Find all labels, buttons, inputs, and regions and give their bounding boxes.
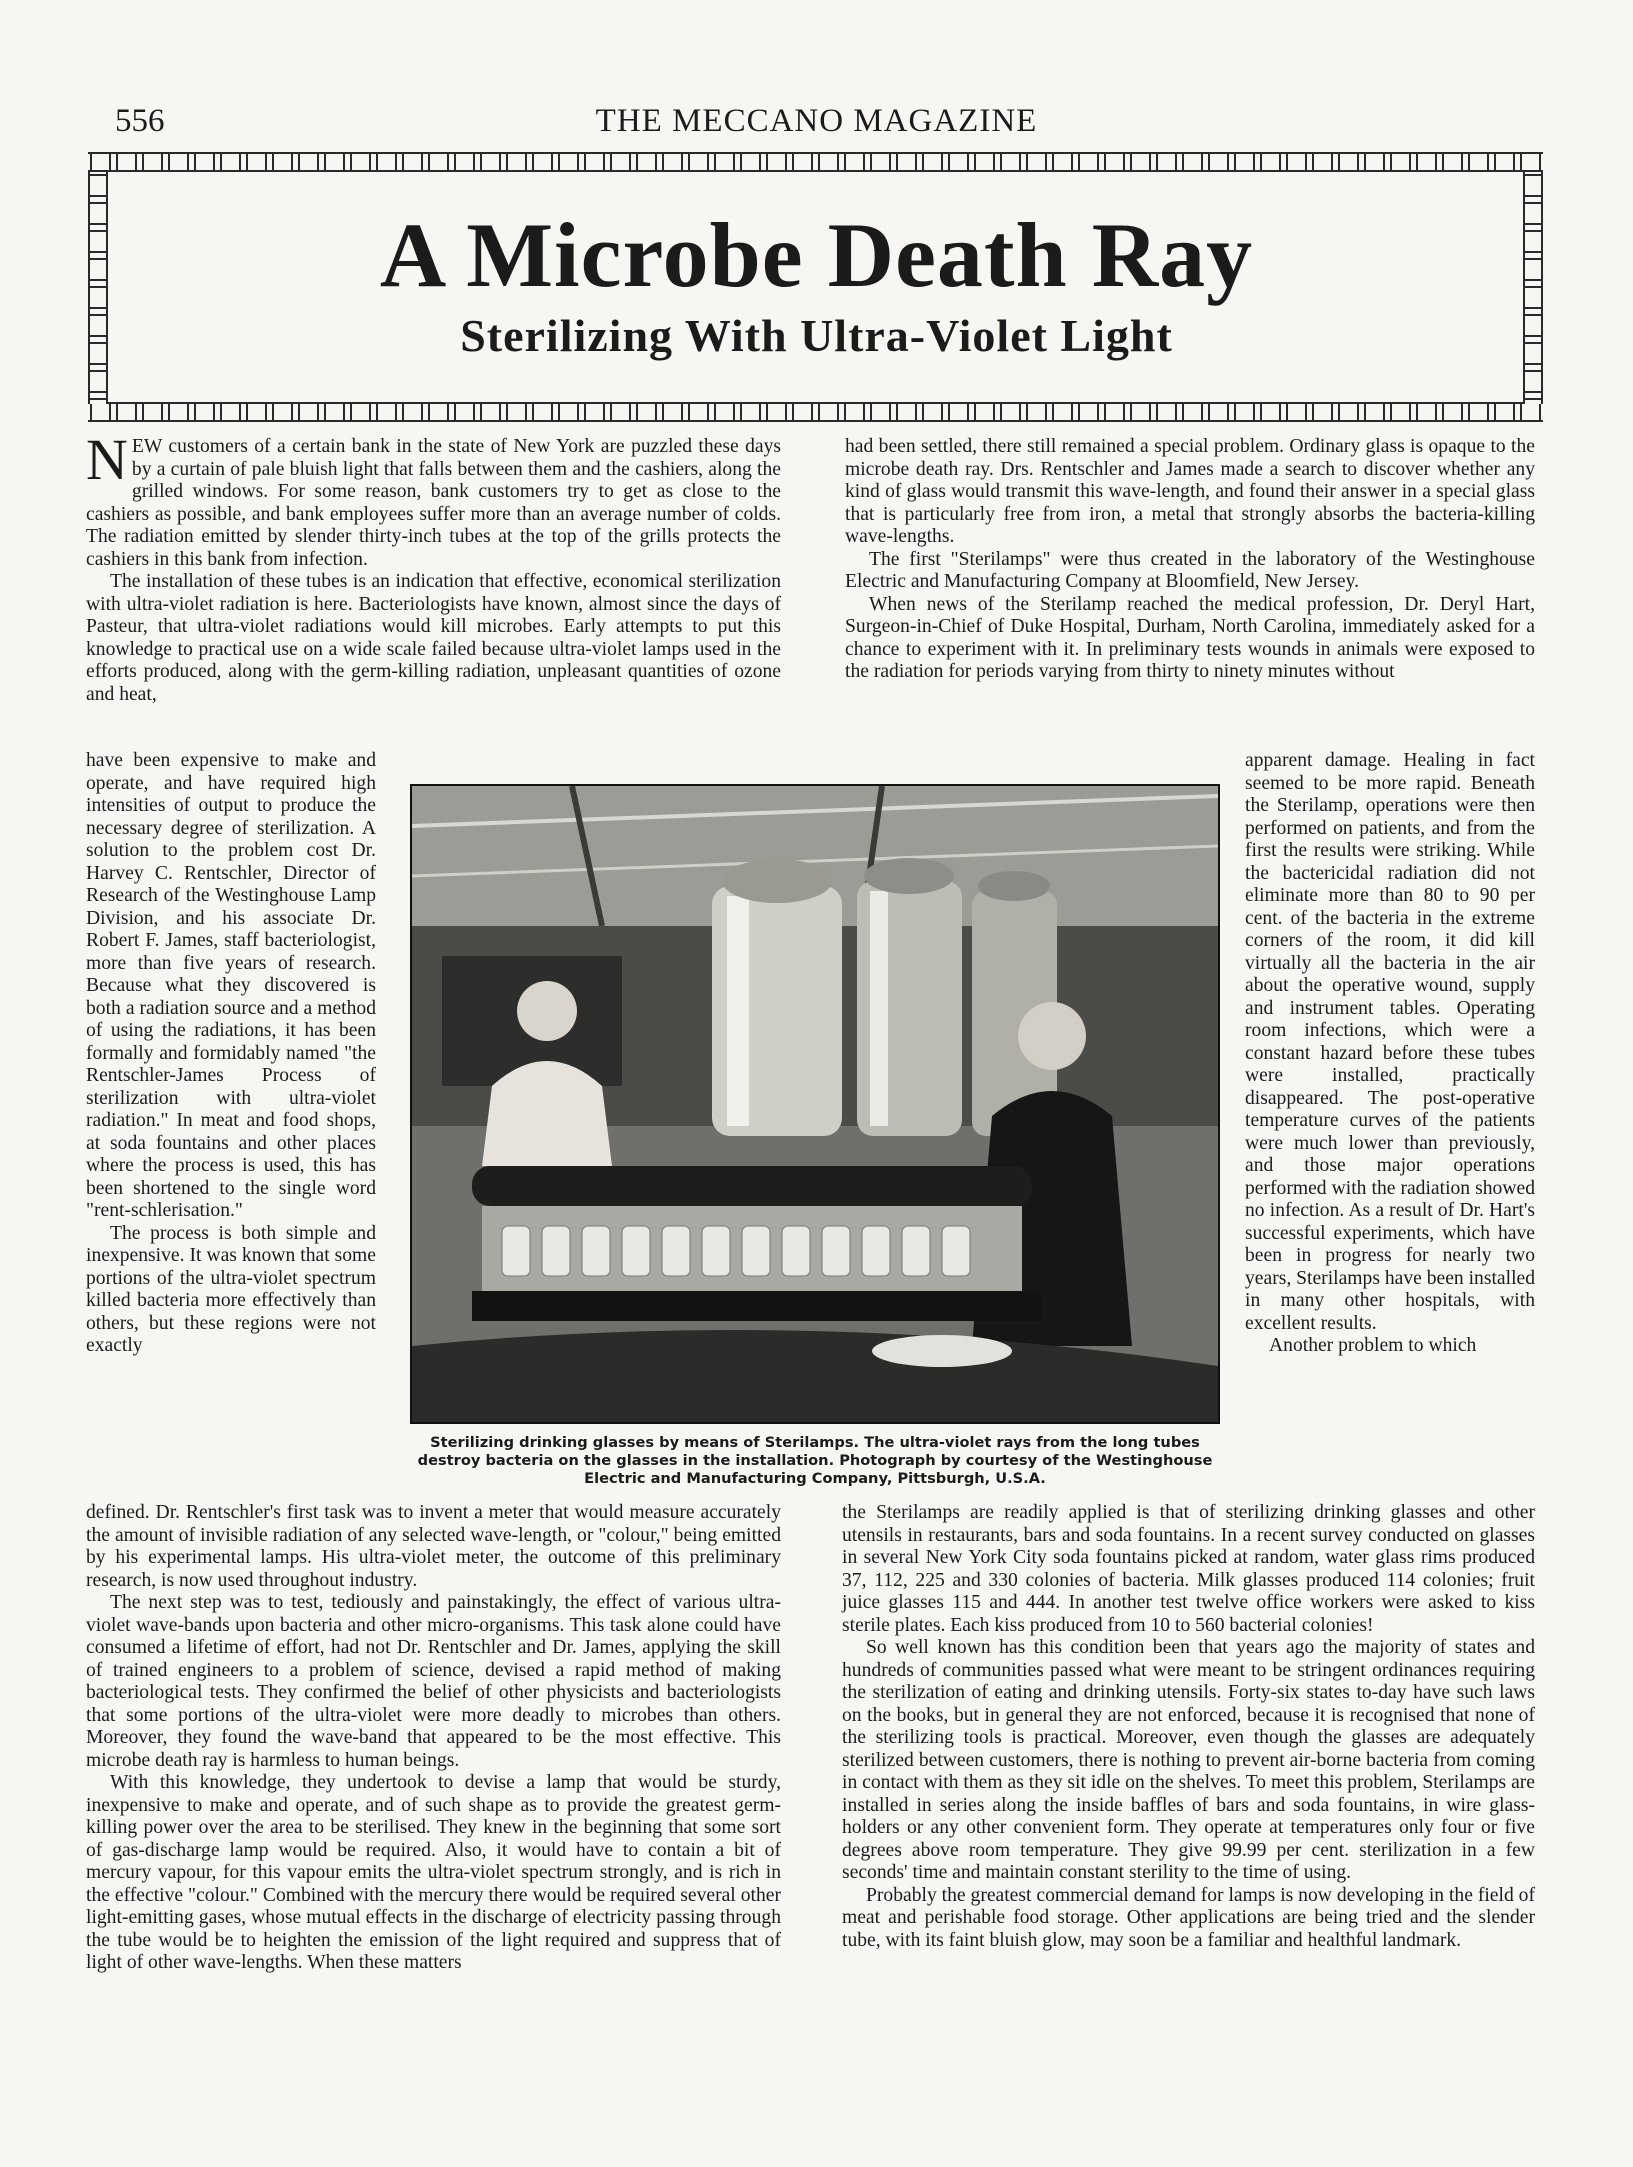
drop-cap: N xyxy=(86,427,128,492)
column-right-top xyxy=(845,436,1535,684)
article-title: A Microbe Death Ray xyxy=(379,204,1254,306)
photo-caption: Sterilizing drinking glasses by means of Sterilamps. The ultra-violet rays from the long tubes destroy bacteria on the glasses in the installation. Photograph by courtesy of the Westinghouse Electric and Manufacturing Company, Pittsburgh, U.S.A. xyxy=(417,1434,1213,1487)
paragraph: Another problem to which xyxy=(1269,1335,1477,1356)
paragraph: The first "Sterilamps" were thus created in the laboratory of the Westinghouse Electric and Manufacturing Company at Bloomfield, New Jersey. xyxy=(845,548,1535,592)
paragraph: The process is both simple and inexpensive. It was known that some portions of the ultra-violet spectrum killed bacteria more effectively than others, but these regions were not exactly xyxy=(86,1222,376,1356)
column-right-bottom xyxy=(842,1502,1535,1952)
paragraph: The next step was to test, tediously and painstakingly, the effect of various ultra-violet wave-bands upon bacteria and other micro-organisms. This task alone could have consumed a lifetime of effort, had not Dr. Rentschler and Dr. James, applying the skill of trained engineers to a problem of science, devised a rapid method of making bacteriological tests. They confirmed the belief of other physicists and bacteriologists that some portions of the ultra-violet were more deadly to microbes than others. Moreover, they found the wave-band that appeared to be the most effective. This microbe death ray is harmless to human beings. xyxy=(86,1592,781,1771)
photograph-illustration xyxy=(412,786,1218,1422)
magazine-title: THE MECCANO MAGAZINE xyxy=(595,103,1038,139)
paragraph: So well known has this condition been that years ago the majority of states and hundreds of communities passed what were meant to be stringent ordinances requiring the sterilization of eating and drinking utensils. Forty-six states to-day have such laws on the books, but in general they are not enforced, because it is recognised that none of the sterilizing tools is practical. Moreover, even though the glasses are adequately sterilized between customers, there is nothing to prevent air-borne bacteria from coming in contact with them as they sit idle on the shelves. To meet this problem, Sterilamps are installed in series along the inside baffles of bars and soda fountains, in wire glass-holders or any other convenient form. They operate at temperatures only four or five degrees above room temperature. They give 99.99 per cent. sterilization in a few seconds' time and maintain constant sterility to the time of using. xyxy=(842,1637,1535,1883)
frame-bottom-border xyxy=(88,402,1543,422)
paragraph: The installation of these tubes is an indication that effective, economical sterilization with ultra-violet radiation is here. Bacteriologists have known, almost since the days of Pasteur, that ultra-violet radiations would kill microbes. Early attempts to put this knowledge to practical use on a wide scale failed because ultra-violet lamps used in the efforts produced, along with the germ-killing radiation, unpleasant quantities of ozone and heat, xyxy=(86,571,781,705)
column-left-top xyxy=(86,427,781,706)
paragraph: When news of the Sterilamp reached the medical profession, Dr. Deryl Hart, Surgeon-in-Chief of Duke Hospital, Durham, North Carolina, immediately asked for a chance to experiment with it. In preliminary tests wounds in animals were exposed to the radiation for periods varying from thirty to ninety minutes without xyxy=(845,593,1535,682)
frame-top-border xyxy=(88,152,1543,172)
running-head xyxy=(0,96,1633,146)
paragraph: have been expensive to make and operate, and have required high intensities of output to produce the necessary degree of sterilization. A solution to the problem cost Dr. Harvey C. Rentschler, Director of Research of the Westinghouse Lamp Division, and his associate Dr. Robert F. James, staff bacteriologist, more than five years of research. Because what they discovered is both a radiation source and a method of using the radiations, it has been formally and formidably named "the Rentschler-James Process of sterilization with ultra-violet radiation." In meat and food shops, at soda fountains and other places where the process is used, this has been shortened to the single word "rent-schlerisation." xyxy=(86,750,376,1221)
article-subtitle: Sterilizing With Ultra-Violet Light xyxy=(460,310,1173,361)
paragraph: defined. Dr. Rentschler's first task was to invent a meter that would measure accurately the amount of invisible radiation of any selected wave-length, or "colour," being emitted by his experimental lamps. His ultra-violet meter, the outcome of this preliminary research, is now used throughout industry. xyxy=(86,1502,781,1591)
paragraph: Probably the greatest commercial demand for lamps is now developing in the field of meat and perishable food storage. Other applications are being tried and the slender tube, with its faint bluish glow, may soon be a familiar and healthful landmark. xyxy=(842,1884,1535,1951)
paragraph: NEW customers of a certain bank in the state of New York are puzzled these days by a curtain of pale bluish light that falls between them and the cashiers, along the grilled windows. For some reason, bank customers try to get as close to the cashiers as possible, and bank employees suffer more than an average number of colds. The radiation emitted by slender thirty-inch tubes at the top of the grills protects the cashiers in this bank from infection. xyxy=(86,427,781,570)
page-number: 556 xyxy=(115,103,165,139)
paragraph: had been settled, there still remained a special problem. Ordinary glass is opaque to the microbe death ray. Drs. Rentschler and James made a search to discover whether any kind of glass would transmit this wave-length, and found their answer in a special glass that is particularly free from iron, a metal that strongly absorbs the bacteria-killing wave-lengths. xyxy=(845,436,1535,547)
column-right-narrow xyxy=(1245,750,1535,1358)
paragraph: With this knowledge, they undertook to devise a lamp that would be sturdy, inexpensive to make and operate, and of such shape as to provide the greatest germ-killing power over the area to be sterilised. They knew in the beginning that some sort of gas-discharge lamp would be required. Also, it would have to contain a bit of mercury vapour, for this vapour emits the ultra-violet spectrum strongly, and is rich in the effective "colour." Combined with the mercury there would be required several other light-emitting gases, whose mutual effects in the discharge of electricity passing through the tube would be to heighten the emission of the light required and suppress that of light of other wave-lengths. When these matters xyxy=(86,1772,781,1973)
photograph xyxy=(410,784,1220,1424)
column-left-narrow xyxy=(86,750,376,1358)
paragraph: apparent damage. Healing in fact seemed to be more rapid. Beneath the Sterilamp, operations were then performed on patients, and from the first the results were striking. While the bactericidal radiation did not eliminate more than 80 to 90 per cent. of the bacteria in the extreme corners of the room, it did kill virtually all the bacteria in the air about the operative wound, supply and instrument tables. Operating room infections, which were a constant hazard before these tubes were installed, practically disappeared. The post-operative temperature curves of the patients were much lower than previously, and those major operations performed with the radiation showed no infection. As a result of Dr. Hart's successful experiments, which have been in progress for nearly two years, Sterilamps have been installed in many other hospitals, with excellent results. xyxy=(1245,750,1536,1334)
column-left-bottom xyxy=(86,1502,781,1975)
paragraph: the Sterilamps are readily applied is that of sterilizing drinking glasses and other utensils in restaurants, bars and soda fountains. In a recent survey conducted on glasses in several New York City soda fountains picked at random, water glass rims produced 37, 112, 225 and 330 colonies of bacteria. Milk glasses produced 114 colonies; fruit juice glasses 115 and 444. In another test twelve office workers were asked to kiss sterile plates. Each kiss produced from 10 to 560 bacterial colonies! xyxy=(842,1502,1535,1636)
